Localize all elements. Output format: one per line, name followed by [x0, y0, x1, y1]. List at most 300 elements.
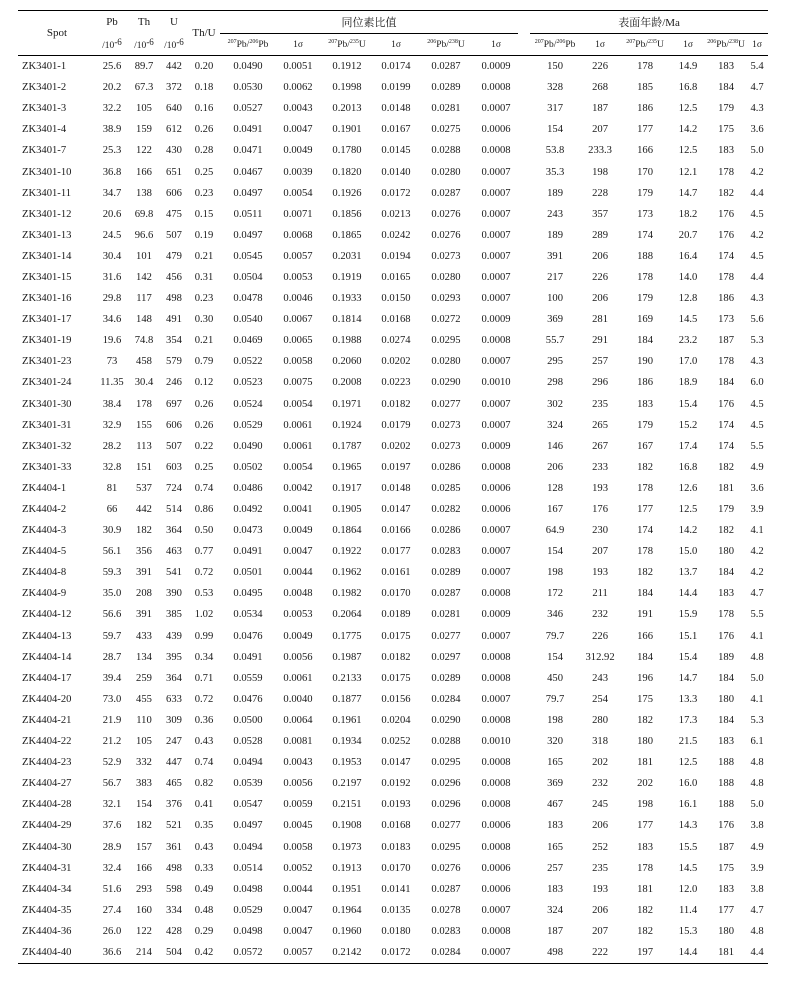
cell-age-pb207-u235-sigma: 15.2	[678, 419, 698, 431]
cell-ratio-pb206-u238-sigma: 0.0010	[481, 377, 511, 389]
cell-age-pb207-u235-sigma: 18.9	[678, 377, 698, 389]
cell-th-u: 0.19	[194, 229, 214, 241]
cell-ratio-pb206-u238-sigma: 0.0008	[481, 672, 511, 684]
table-row	[18, 710, 768, 731]
cell-ratio-pb207-pb206-sigma: 0.0041	[283, 504, 313, 516]
cell-ratio-pb206-u238: 0.0287	[431, 187, 461, 199]
cell-ratio-pb206-u238-sigma: 0.0007	[481, 229, 511, 241]
cell-u: 651	[166, 166, 182, 178]
cell-spot: ZK4404-28	[22, 799, 72, 811]
cell-ratio-pb207-u235-sigma: 0.0168	[381, 314, 411, 326]
cell-u: 606	[166, 187, 182, 199]
header-age-group: 表面年龄/Ma	[530, 11, 768, 34]
cell-pb: 25.6	[102, 61, 122, 73]
header-age-pb207-pb206: $^{207}$Pb/$^{206}$Pb	[530, 34, 580, 56]
gap-cell	[518, 583, 530, 604]
cell-th: 166	[136, 862, 152, 874]
cell-ratio-pb207-pb206-sigma: 0.0047	[283, 904, 313, 916]
table-row	[18, 583, 768, 604]
cell-spot: ZK3401-15	[22, 271, 72, 283]
cell-ratio-pb207-pb206-sigma: 0.0054	[283, 187, 313, 199]
cell-u: 579	[166, 356, 182, 368]
gap-cell	[518, 330, 530, 351]
cell-ratio-pb207-pb206: 0.0524	[233, 398, 263, 410]
gap-cell	[518, 647, 530, 668]
cell-th-u: 0.21	[194, 250, 214, 262]
cell-age-pb207-pb206-sigma: 206	[592, 904, 608, 916]
cell-spot: ZK3401-14	[22, 250, 72, 262]
cell-ratio-pb206-u238: 0.0273	[431, 440, 461, 452]
cell-th-u: 0.29	[194, 925, 214, 937]
cell-u: 364	[166, 525, 182, 537]
cell-age-pb207-u235-sigma: 15.4	[678, 398, 698, 410]
cell-age-pb206-u238: 183	[718, 883, 734, 895]
cell-ratio-pb207-pb206-sigma: 0.0075	[283, 377, 313, 389]
cell-age-pb206-u238-sigma: 5.3	[750, 335, 764, 347]
cell-age-pb206-u238: 174	[718, 250, 734, 262]
cell-ratio-pb207-u235: 0.2133	[332, 672, 362, 684]
cell-age-pb207-pb206: 198	[547, 714, 563, 726]
cell-age-pb206-u238: 179	[718, 504, 734, 516]
cell-pb: 30.9	[102, 525, 122, 537]
cell-pb: 32.8	[102, 461, 122, 473]
cell-th: 122	[136, 925, 152, 937]
cell-th: 113	[136, 440, 152, 452]
cell-ratio-pb207-pb206-sigma: 0.0081	[283, 736, 313, 748]
cell-ratio-pb207-pb206-sigma: 0.0058	[283, 356, 313, 368]
cell-age-pb207-pb206: 198	[547, 567, 563, 579]
cell-th: 356	[136, 546, 152, 558]
cell-age-pb207-pb206: 217	[547, 271, 563, 283]
header-age-pb207-u235: $^{207}$Pb/$^{235}$U	[620, 34, 670, 56]
cell-u: 498	[166, 293, 182, 305]
header-u-unit: /10-6	[160, 34, 188, 56]
cell-ratio-pb207-pb206-sigma: 0.0056	[283, 778, 313, 790]
cell-age-pb206-u238: 184	[718, 377, 734, 389]
cell-th: 155	[136, 419, 152, 431]
cell-u: 640	[166, 103, 182, 115]
cell-u: 541	[166, 567, 182, 579]
cell-u: 504	[160, 942, 188, 964]
cell-age-pb207-u235: 175	[637, 693, 653, 705]
gap-cell	[518, 415, 530, 436]
cell-age-pb207-pb206-sigma: 222	[580, 942, 620, 964]
cell-th: 30.4	[134, 377, 154, 389]
cell-ratio-pb207-u235-sigma: 0.0194	[381, 250, 411, 262]
cell-ratio-pb207-u235-sigma: 0.0141	[381, 883, 411, 895]
cell-ratio-pb207-u235-sigma: 0.0172	[381, 187, 411, 199]
cell-age-pb206-u238: 174	[718, 419, 734, 431]
cell-ratio-pb207-pb206: 0.0572	[220, 942, 276, 964]
cell-ratio-pb206-u238-sigma: 0.0007	[481, 525, 511, 537]
cell-ratio-pb207-pb206-sigma: 0.0051	[283, 61, 313, 73]
cell-age-pb207-u235-sigma: 17.4	[678, 440, 698, 452]
cell-ratio-pb207-pb206: 0.0540	[233, 314, 263, 326]
cell-age-pb206-u238: 184	[718, 567, 734, 579]
cell-age-pb207-u235: 182	[637, 904, 653, 916]
cell-ratio-pb207-pb206: 0.0495	[233, 588, 263, 600]
cell-age-pb207-pb206-sigma: 243	[592, 672, 608, 684]
cell-ratio-pb207-u235: 0.1998	[332, 82, 362, 94]
cell-age-pb207-pb206: 183	[547, 820, 563, 832]
cell-ratio-pb207-pb206: 0.0523	[233, 377, 263, 389]
cell-age-pb206-u238: 178	[718, 166, 734, 178]
cell-age-pb206-u238-sigma: 4.8	[750, 925, 764, 937]
cell-age-pb206-u238-sigma: 3.6	[750, 124, 764, 136]
cell-ratio-pb206-u238: 0.0286	[431, 525, 461, 537]
cell-pb: 59.3	[102, 567, 122, 579]
gap-cell	[518, 98, 530, 119]
cell-age-pb206-u238: 187	[718, 335, 734, 347]
cell-age-pb207-pb206-sigma: 245	[592, 799, 608, 811]
cell-age-pb207-u235-sigma: 16.0	[678, 778, 698, 790]
cell-age-pb207-u235: 184	[637, 588, 653, 600]
header-th-u: Th/U	[188, 11, 220, 56]
gap-cell	[518, 161, 530, 182]
cell-age-pb207-pb206: 346	[547, 609, 563, 621]
cell-ratio-pb207-pb206-sigma: 0.0071	[283, 208, 313, 220]
cell-ratio-pb207-u235: 0.1934	[332, 736, 362, 748]
cell-age-pb206-u238-sigma: 5.4	[750, 61, 764, 73]
cell-age-pb207-pb206-sigma: 268	[592, 82, 608, 94]
cell-ratio-pb206-u238: 0.0289	[431, 82, 461, 94]
cell-ratio-pb207-pb206-sigma: 0.0039	[283, 166, 313, 178]
cell-ratio-pb207-u235: 0.1787	[332, 440, 362, 452]
cell-pb: 39.4	[102, 672, 122, 684]
cell-pb: 36.6	[96, 942, 128, 964]
cell-pb: 11.35	[100, 377, 124, 389]
cell-ratio-pb206-u238: 0.0284	[418, 942, 474, 964]
cell-ratio-pb207-u235-sigma: 0.0274	[381, 335, 411, 347]
cell-ratio-pb206-u238-sigma: 0.0009	[481, 609, 511, 621]
cell-ratio-pb207-u235: 0.1922	[332, 546, 362, 558]
cell-age-pb207-u235: 202	[637, 778, 653, 790]
cell-ratio-pb206-u238: 0.0287	[431, 588, 461, 600]
cell-ratio-pb206-u238-sigma: 0.0008	[481, 841, 511, 853]
cell-th-u: 0.22	[194, 440, 214, 452]
cell-u: 521	[166, 820, 182, 832]
cell-ratio-pb207-pb206: 0.0497	[233, 820, 263, 832]
gap-cell	[518, 288, 530, 309]
gap-cell	[518, 731, 530, 752]
cell-u: 697	[166, 398, 182, 410]
cell-age-pb206-u238: 187	[718, 841, 734, 853]
cell-age-pb207-pb206: 206	[547, 461, 563, 473]
table-row	[18, 836, 768, 857]
cell-spot: ZK4404-36	[22, 925, 72, 937]
cell-ratio-pb207-u235: 0.1961	[332, 714, 362, 726]
cell-pb: 66	[106, 504, 118, 516]
gap-cell	[518, 436, 530, 457]
cell-age-pb206-u238-sigma: 4.2	[750, 567, 764, 579]
cell-age-pb206-u238: 183	[718, 61, 734, 73]
cell-age-pb207-u235: 190	[637, 356, 653, 368]
cell-age-pb207-pb206-sigma: 207	[592, 546, 608, 558]
cell-age-pb207-pb206-sigma: 318	[592, 736, 608, 748]
gap-cell	[518, 56, 530, 78]
cell-th: 105	[136, 103, 152, 115]
cell-age-pb206-u238-sigma: 6.0	[750, 377, 764, 389]
cell-ratio-pb207-pb206: 0.0528	[233, 736, 263, 748]
cell-ratio-pb206-u238: 0.0280	[431, 271, 461, 283]
gap-cell	[518, 562, 530, 583]
cell-pb: 73.0	[102, 693, 122, 705]
cell-ratio-pb207-pb206-sigma: 0.0047	[283, 925, 313, 937]
cell-age-pb206-u238: 174	[718, 440, 734, 452]
cell-ratio-pb207-pb206-sigma: 0.0061	[283, 440, 313, 452]
cell-th: 433	[136, 630, 152, 642]
cell-pb: 28.9	[102, 841, 122, 853]
cell-age-pb207-u235: 182	[637, 925, 653, 937]
cell-ratio-pb206-u238-sigma: 0.0007	[481, 567, 511, 579]
cell-ratio-pb206-u238: 0.0289	[431, 567, 461, 579]
table-row	[18, 942, 768, 964]
cell-age-pb206-u238-sigma: 4.4	[750, 187, 764, 199]
cell-ratio-pb207-pb206: 0.0471	[233, 145, 263, 157]
cell-u: 428	[166, 925, 182, 937]
cell-ratio-pb207-u235: 0.2008	[332, 377, 362, 389]
cell-th-u: 0.20	[194, 61, 214, 73]
cell-ratio-pb206-u238: 0.0277	[431, 398, 461, 410]
cell-ratio-pb207-u235: 0.1856	[332, 208, 362, 220]
cell-age-pb207-u235: 167	[637, 440, 653, 452]
cell-ratio-pb206-u238-sigma: 0.0007	[481, 904, 511, 916]
cell-spot: ZK4404-29	[22, 820, 72, 832]
gap-cell	[518, 204, 530, 225]
cell-age-pb206-u238-sigma: 5.3	[750, 714, 764, 726]
cell-th: 214	[128, 942, 160, 964]
cell-age-pb207-u235-sigma: 23.2	[678, 335, 698, 347]
cell-ratio-pb207-u235-sigma: 0.0202	[381, 356, 411, 368]
cell-age-pb207-u235: 177	[637, 124, 653, 136]
cell-ratio-pb207-pb206: 0.0559	[233, 672, 263, 684]
cell-u: 246	[166, 377, 182, 389]
cell-ratio-pb207-u235-sigma: 0.0175	[381, 672, 411, 684]
cell-ratio-pb207-pb206: 0.0529	[233, 904, 263, 916]
cell-ratio-pb206-u238: 0.0284	[431, 693, 461, 705]
cell-ratio-pb206-u238: 0.0296	[431, 799, 461, 811]
cell-age-pb206-u238: 183	[718, 145, 734, 157]
cell-ratio-pb207-u235-sigma: 0.0161	[381, 567, 411, 579]
cell-ratio-pb206-u238-sigma: 0.0007	[481, 250, 511, 262]
cell-age-pb207-pb206: 146	[547, 440, 563, 452]
cell-age-pb207-pb206: 167	[547, 504, 563, 516]
cell-ratio-pb206-u238: 0.0281	[431, 609, 461, 621]
table-row	[18, 815, 768, 836]
zircon-data-table-container	[18, 10, 768, 964]
cell-th-u: 0.23	[194, 293, 214, 305]
cell-age-pb207-u235-sigma: 13.3	[678, 693, 698, 705]
gap-cell	[518, 267, 530, 288]
cell-ratio-pb207-u235: 0.1912	[332, 61, 362, 73]
cell-ratio-pb206-u238: 0.0288	[431, 736, 461, 748]
cell-age-pb206-u238-sigma: 4.5	[750, 250, 764, 262]
cell-age-pb207-pb206-sigma: 206	[592, 820, 608, 832]
table-row	[18, 415, 768, 436]
cell-th: 159	[136, 124, 152, 136]
cell-age-pb206-u238: 184	[718, 82, 734, 94]
cell-u: 606	[166, 419, 182, 431]
cell-pb: 56.7	[102, 778, 122, 790]
cell-u: 447	[166, 757, 182, 769]
cell-ratio-pb207-pb206: 0.0539	[233, 778, 263, 790]
cell-th-u: 0.15	[194, 208, 214, 220]
cell-age-pb207-pb206-sigma: 257	[592, 356, 608, 368]
cell-age-pb206-u238: 173	[718, 314, 734, 326]
cell-ratio-pb206-u238: 0.0275	[431, 124, 461, 136]
cell-ratio-pb207-pb206-sigma: 0.0044	[283, 567, 313, 579]
cell-th: 537	[136, 482, 152, 494]
cell-ratio-pb207-pb206-sigma: 0.0049	[283, 630, 313, 642]
cell-age-pb207-u235-sigma: 12.5	[678, 757, 698, 769]
cell-age-pb207-pb206-sigma: 206	[592, 250, 608, 262]
cell-ratio-pb207-u235-sigma: 0.0213	[381, 208, 411, 220]
cell-th: 96.6	[134, 229, 154, 241]
cell-th-u: 0.28	[194, 145, 214, 157]
cell-age-pb206-u238: 182	[718, 461, 734, 473]
cell-u: 598	[166, 883, 182, 895]
cell-ratio-pb207-pb206-sigma: 0.0064	[283, 714, 313, 726]
cell-age-pb206-u238-sigma: 5.6	[750, 314, 764, 326]
cell-u: 498	[166, 862, 182, 874]
cell-age-pb207-u235-sigma: 14.5	[678, 862, 698, 874]
cell-ratio-pb207-pb206: 0.0491	[233, 546, 263, 558]
cell-th-u: 0.49	[194, 883, 214, 895]
cell-age-pb206-u238: 183	[718, 736, 734, 748]
cell-age-pb207-pb206: 55.7	[545, 335, 565, 347]
cell-age-pb207-u235: 184	[637, 651, 653, 663]
cell-th: 166	[136, 166, 152, 178]
cell-pb: 73	[106, 356, 118, 368]
cell-age-pb207-pb206: 498	[530, 942, 580, 964]
cell-ratio-pb207-u235: 0.2151	[332, 799, 362, 811]
cell-u: 247	[166, 736, 182, 748]
header-ratio-pb207-u235: $^{207}$Pb/$^{235}$U	[320, 34, 374, 56]
cell-th: 458	[136, 356, 152, 368]
cell-age-pb207-pb206-sigma: 207	[592, 124, 608, 136]
table-row	[18, 77, 768, 98]
cell-ratio-pb207-u235-sigma: 0.0148	[381, 103, 411, 115]
cell-age-pb207-u235-sigma: 17.0	[678, 356, 698, 368]
cell-age-pb207-u235-sigma: 15.3	[678, 925, 698, 937]
cell-ratio-pb207-u235-sigma: 0.0182	[381, 398, 411, 410]
cell-ratio-pb207-u235-sigma: 0.0223	[381, 377, 411, 389]
cell-ratio-pb206-u238-sigma: 0.0007	[481, 166, 511, 178]
cell-ratio-pb207-pb206: 0.0547	[233, 799, 263, 811]
cell-age-pb207-pb206-sigma: 291	[592, 335, 608, 347]
cell-ratio-pb207-u235: 0.1973	[332, 841, 362, 853]
cell-ratio-pb207-u235: 0.2060	[332, 356, 362, 368]
table-row	[18, 773, 768, 794]
cell-ratio-pb207-u235-sigma: 0.0165	[381, 271, 411, 283]
cell-age-pb207-u235-sigma: 16.4	[678, 250, 698, 262]
cell-age-pb206-u238-sigma: 6.1	[750, 736, 764, 748]
cell-age-pb207-pb206: 79.7	[545, 693, 565, 705]
cell-age-pb206-u238: 175	[718, 124, 734, 136]
cell-age-pb206-u238-sigma: 3.8	[750, 820, 764, 832]
cell-age-pb206-u238: 181	[706, 942, 746, 964]
cell-pb: 35.0	[102, 588, 122, 600]
cell-pb: 19.6	[102, 335, 122, 347]
cell-age-pb207-u235: 173	[637, 208, 653, 220]
cell-age-pb206-u238: 176	[718, 630, 734, 642]
cell-ratio-pb206-u238: 0.0286	[431, 461, 461, 473]
cell-age-pb207-u235: 174	[637, 525, 653, 537]
cell-spot: ZK3401-32	[22, 440, 72, 452]
cell-ratio-pb206-u238: 0.0278	[431, 904, 461, 916]
cell-u: 354	[166, 335, 182, 347]
cell-ratio-pb206-u238-sigma: 0.0006	[481, 124, 511, 136]
cell-ratio-pb207-pb206: 0.0529	[233, 419, 263, 431]
cell-age-pb207-pb206: 391	[547, 250, 563, 262]
cell-pb: 20.2	[102, 82, 122, 94]
cell-spot: ZK3401-30	[22, 398, 72, 410]
cell-pb: 31.6	[102, 271, 122, 283]
cell-th: 69.8	[134, 208, 154, 220]
cell-pb: 32.9	[102, 419, 122, 431]
cell-u: 612	[166, 124, 182, 136]
cell-age-pb206-u238: 182	[718, 525, 734, 537]
cell-age-pb206-u238: 181	[718, 482, 734, 494]
cell-th-u: 0.36	[194, 714, 214, 726]
cell-age-pb207-u235: 181	[637, 883, 653, 895]
table-row	[18, 330, 768, 351]
cell-th: 455	[136, 693, 152, 705]
cell-spot: ZK4404-17	[22, 672, 72, 684]
cell-ratio-pb206-u238: 0.0289	[431, 672, 461, 684]
cell-ratio-pb206-u238: 0.0280	[431, 166, 461, 178]
cell-age-pb207-u235: 169	[637, 314, 653, 326]
cell-th: 391	[136, 609, 152, 621]
cell-ratio-pb207-u235-sigma: 0.0172	[374, 942, 418, 964]
cell-age-pb207-u235-sigma: 14.3	[678, 820, 698, 832]
cell-age-pb207-pb206: 165	[547, 757, 563, 769]
cell-age-pb206-u238-sigma: 4.9	[750, 461, 764, 473]
table-row	[18, 436, 768, 457]
cell-ratio-pb207-u235-sigma: 0.0147	[381, 757, 411, 769]
cell-age-pb207-pb206-sigma: 280	[592, 714, 608, 726]
table-row	[18, 752, 768, 773]
header-ratio-pb206-u238: $^{206}$Pb/$^{238}$U	[418, 34, 474, 56]
header-th-unit: /10-6	[128, 34, 160, 56]
cell-age-pb207-pb206: 257	[547, 862, 563, 874]
cell-ratio-pb207-u235: 0.1877	[332, 693, 362, 705]
cell-ratio-pb206-u238: 0.0293	[431, 293, 461, 305]
cell-u: 439	[166, 630, 182, 642]
cell-ratio-pb207-pb206-sigma: 0.0044	[283, 883, 313, 895]
cell-th-u: 0.34	[194, 651, 214, 663]
cell-ratio-pb206-u238: 0.0281	[431, 103, 461, 115]
cell-ratio-pb206-u238-sigma: 0.0008	[481, 778, 511, 790]
cell-spot: ZK4404-9	[22, 588, 67, 600]
cell-age-pb207-pb206-sigma: 232	[592, 609, 608, 621]
cell-ratio-pb207-pb206: 0.0486	[233, 482, 263, 494]
cell-age-pb207-u235: 198	[637, 799, 653, 811]
cell-th-u: 0.72	[194, 693, 214, 705]
cell-age-pb207-pb206: 64.9	[545, 525, 565, 537]
cell-ratio-pb207-u235-sigma: 0.0166	[381, 525, 411, 537]
cell-age-pb207-u235: 178	[637, 271, 653, 283]
cell-age-pb207-u235-sigma: 14.5	[678, 314, 698, 326]
cell-pb: 56.6	[102, 609, 122, 621]
gap-cell	[518, 457, 530, 478]
cell-age-pb206-u238: 180	[718, 546, 734, 558]
cell-th: 142	[136, 271, 152, 283]
cell-age-pb206-u238: 178	[718, 271, 734, 283]
gap-cell	[518, 541, 530, 562]
cell-th-u: 0.74	[194, 482, 214, 494]
cell-pb: 38.4	[102, 398, 122, 410]
